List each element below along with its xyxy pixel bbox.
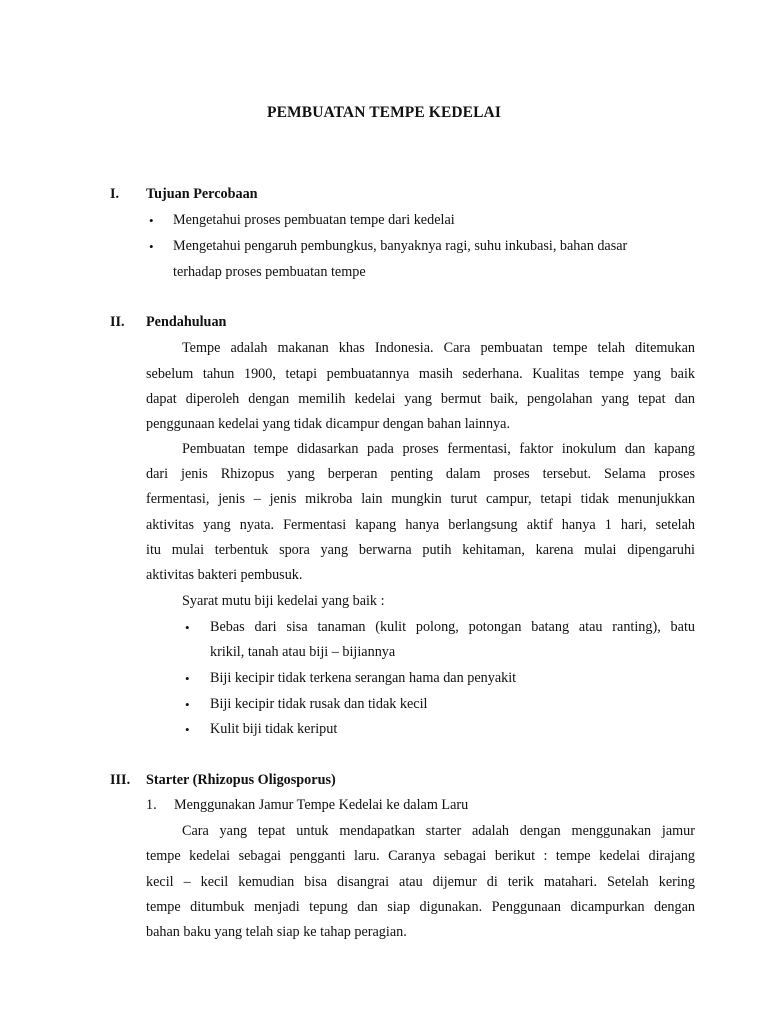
s1-bullet-1: Mengetahui proses pembuatan tempe dari kedelai bbox=[173, 212, 455, 228]
section-1-heading: Tujuan Percobaan bbox=[146, 186, 258, 202]
s2-syarat-bullet-1: Bebas dari sisa tanaman (kulit polong, potongan batang atau ranting), batu bbox=[210, 619, 695, 635]
s3-subsection-heading: Menggunakan Jamur Tempe Kedelai ke dalam Laru bbox=[174, 797, 469, 813]
bullet-marker: • bbox=[185, 697, 190, 712]
s2-para2-line: aktivitas yang nyata. Fermentasi kapang hanya berlangsung aktif hanya 1 hari, setelah bbox=[146, 517, 695, 533]
s2-syarat-bullet-1-cont: krikil, tanah atau biji – bijiannya bbox=[210, 644, 396, 660]
bullet-marker: • bbox=[185, 620, 190, 635]
s2-syarat-bullet-4: Kulit biji tidak keriput bbox=[210, 721, 338, 737]
section-2-heading: Pendahuluan bbox=[146, 314, 227, 330]
s3-para-line: bahan baku yang telah siap ke tahap peragian. bbox=[146, 924, 407, 940]
s2-para2-line: itu mulai terbentuk spora yang berwarna putih kehitaman, karena mulai dipengaruhi bbox=[146, 542, 695, 558]
s2-para1-line: Tempe adalah makanan khas Indonesia. Cara pembuatan tempe telah ditemukan bbox=[182, 340, 695, 356]
bullet-marker: • bbox=[185, 722, 190, 737]
section-3-number: III. bbox=[110, 772, 131, 788]
document-title: PEMBUATAN TEMPE KEDELAI bbox=[267, 104, 501, 121]
section-3-heading: Starter (Rhizopus Oligosporus) bbox=[146, 772, 336, 788]
s3-subsection-number: 1. bbox=[146, 797, 157, 813]
bullet-marker: • bbox=[149, 239, 154, 254]
s2-para2-line: fermentasi, jenis – jenis mikroba lain mungkin turut campur, tetapi tidak menunjukkan bbox=[146, 491, 695, 507]
bullet-marker: • bbox=[185, 671, 190, 686]
s2-para2-line: aktivitas bakteri pembusuk. bbox=[146, 567, 303, 583]
s1-bullet-2: Mengetahui pengaruh pembungkus, banyaknya ragi, suhu inkubasi, bahan dasar bbox=[173, 238, 628, 254]
s2-syarat-bullet-2: Biji kecipir tidak terkena serangan hama dan penyakit bbox=[210, 670, 517, 686]
s2-syarat-bullet-3: Biji kecipir tidak rusak dan tidak kecil bbox=[210, 696, 428, 712]
s2-syarat-intro: Syarat mutu biji kedelai yang baik : bbox=[182, 593, 385, 609]
s2-para2-line: dari jenis Rhizopus yang berperan penting dalam proses tersebut. Selama proses bbox=[146, 466, 695, 482]
section-2-number: II. bbox=[110, 314, 125, 330]
s2-para1-line: dapat diperoleh dengan memilih kedelai yang bermut baik, pengolahan yang tepat dan bbox=[146, 391, 695, 407]
s3-para-line: tempe kedelai sebagai pengganti laru. Caranya sebagai berikut : tempe kedelai dirajang bbox=[146, 848, 695, 864]
s2-para1-line: sebelum tahun 1900, tetapi pembuatannya masih sederhana. Kualitas tempe yang baik bbox=[146, 366, 695, 382]
s3-para-line: kecil – kecil kemudian bisa disangrai atau dijemur di terik matahari. Setelah kering bbox=[146, 874, 695, 890]
s3-para-line: tempe ditumbuk menjadi tepung dan siap digunakan. Penggunaan dicampurkan dengan bbox=[146, 899, 695, 915]
s3-para-line: Cara yang tepat untuk mendapatkan starter adalah dengan menggunakan jamur bbox=[182, 823, 695, 839]
section-1-number: I. bbox=[110, 186, 120, 202]
s2-para2-line: Pembuatan tempe didasarkan pada proses fermentasi, faktor inokulum dan kapang bbox=[182, 441, 695, 457]
s1-bullet-2-cont: terhadap proses pembuatan tempe bbox=[173, 264, 366, 280]
s2-para1-line: penggunaan kedelai yang tidak dicampur dengan bahan lainnya. bbox=[146, 416, 511, 432]
bullet-marker: • bbox=[149, 213, 154, 228]
